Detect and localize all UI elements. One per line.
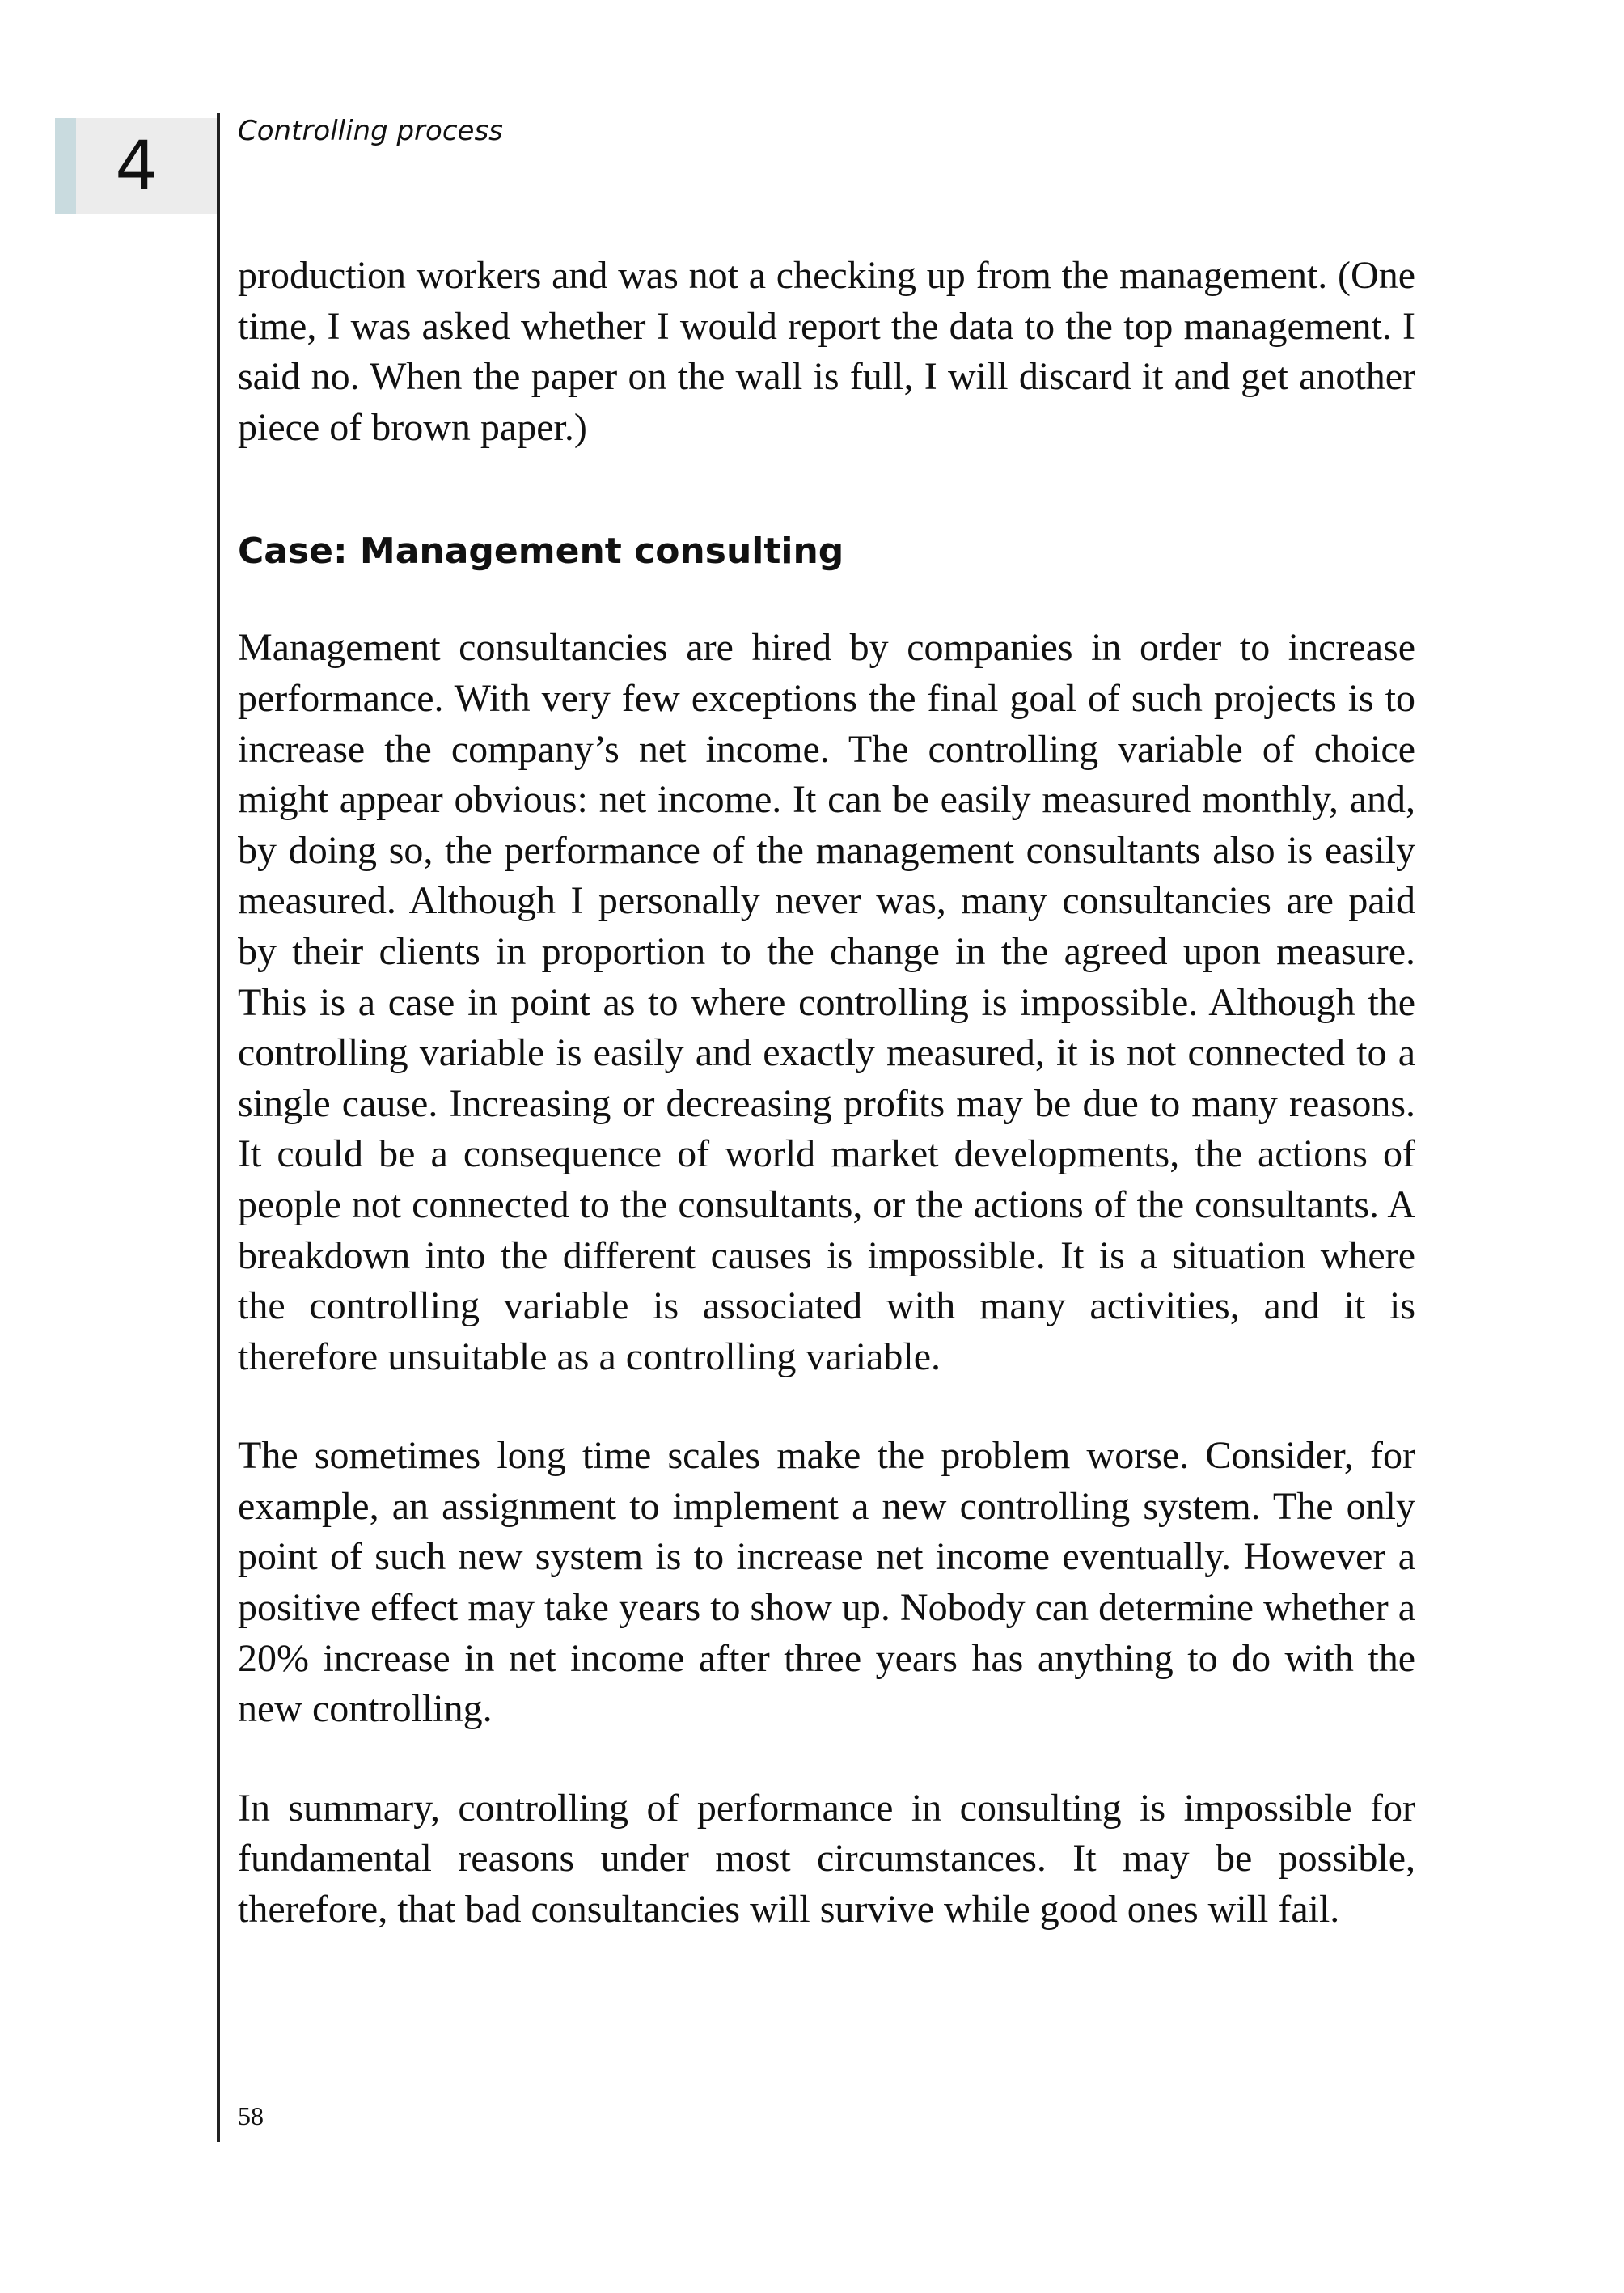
chapter-tab xyxy=(55,118,217,214)
continued-paragraph: production workers and was not a checking up from the management. (One time, I was asked whether I would report the data to the top management. I said no. When the paper on the wall is full, I will discard it and get another piece of brown paper.) xyxy=(238,254,1415,449)
running-header: Controlling process xyxy=(238,115,503,147)
chapter-number: 4 xyxy=(115,126,159,205)
page-number: 58 xyxy=(238,2101,264,2130)
body-paragraph: The sometimes long time scales make the problem worse. Consider, for example, an assignment to implement a new controlling system. The only point of such new system is to increase net income eventually. However a positive effect may take years to show up. Nobody can determine whether a 20% increase in net income after three years has anything to do with the new controlling. xyxy=(238,1434,1415,1731)
page-body xyxy=(238,251,1415,1936)
body-paragraph: In summary, controlling of performance in consulting is impossible for fundamental reasons under most circumstances. It may be possible, therefore, that bad consultancies will survive while good ones will fail. xyxy=(238,1786,1415,1931)
section-heading: Case: Management consulting xyxy=(238,531,844,573)
chapter-tab-stripe xyxy=(55,118,76,214)
body-paragraph: Management consultancies are hired by companies in order to increase performance. With very few exceptions the final goal of such projects is to increase the company’s net income. The controlling variable of choice might appear obvious: net income. It can be easily measured monthly, and, by doing so, the performance of the management consultants also is easily measured. Although I personally never was, many consultancies are paid by their clients in proportion to the change in the agreed upon measure. This is a case in point as to where controlling is impossible. Although the controlling variable is easily and exactly measured, it is not connected to a single cause. Increasing or decreasing profits may be due to many reasons. It could be a consequence of world market developments, the actions of people not connected to the consultants, or the actions of the consultants. A breakdown into the different causes is impossible. It is a situation where the controlling variable is associated with many activities, and it is therefore unsuitable as a controlling variable. xyxy=(238,626,1415,1378)
margin-rule xyxy=(217,113,220,2142)
